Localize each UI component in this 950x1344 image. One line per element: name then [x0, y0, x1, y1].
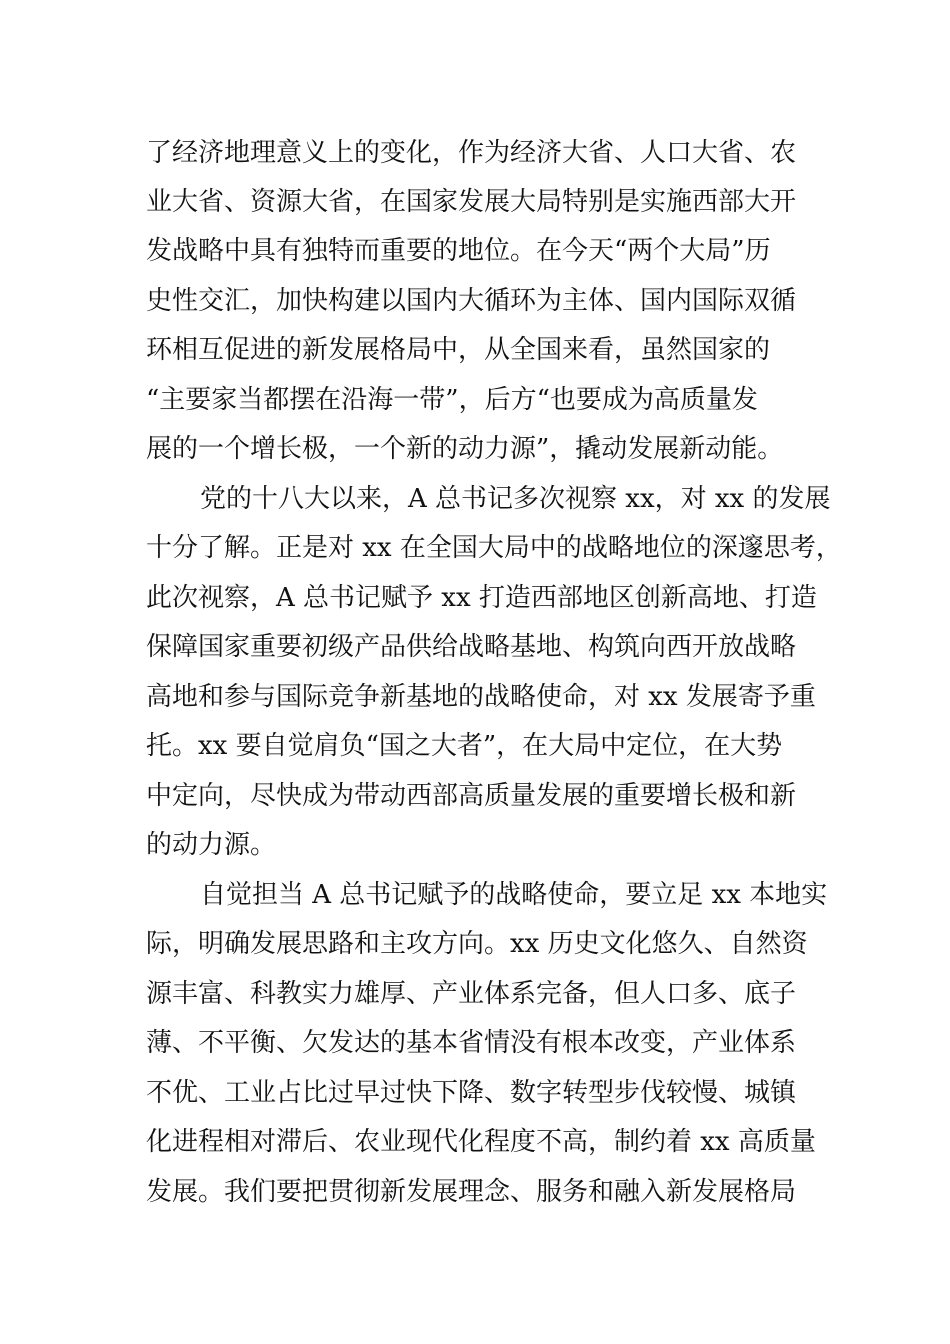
text-line: 展的一个增长极，一个新的动力源”，撬动发展新动能。	[146, 434, 784, 464]
text-line: 化进程相对滞后、农业现代化程度不高，制约着 xx 高质量	[146, 1127, 816, 1157]
text-line: 际，明确发展思路和主攻方向。xx 历史文化悠久、自然资	[146, 929, 808, 959]
text-line: 源丰富、科教实力雄厚、产业体系完备，但人口多、底子	[146, 979, 797, 1009]
text-line: 史性交汇，加快构建以国内大循环为主体、国内国际双循	[146, 286, 797, 316]
text-line: 党的十八大以来，A 总书记多次视察 xx，对 xx 的发展	[200, 484, 831, 514]
text-line: “主要家当都摆在沿海一带”，后方“也要成为高质量发	[146, 385, 758, 415]
text-line: 保障国家重要初级产品供给战略基地、构筑向西开放战略	[146, 632, 797, 662]
text-line: 的动力源。	[146, 830, 277, 860]
text-line: 环相互促进的新发展格局中，从全国来看，虽然国家的	[146, 335, 771, 365]
text-line: 发战略中具有独特而重要的地位。在今天“两个大局”历	[146, 236, 771, 266]
text-line: 自觉担当 A 总书记赋予的战略使命，要立足 xx 本地实	[200, 880, 828, 910]
text-line: 不优、工业占比过早过快下降、数字转型步伐较慢、城镇	[146, 1078, 797, 1108]
text-line: 高地和参与国际竞争新基地的战略使命，对 xx 发展寄予重	[146, 682, 816, 712]
text-line: 薄、不平衡、欠发达的基本省情没有根本改变，产业体系	[146, 1028, 797, 1058]
text-line: 了经济地理意义上的变化，作为经济大省、人口大省、农	[146, 138, 797, 168]
text-line: 业大省、资源大省，在国家发展大局特别是实施西部大开	[146, 187, 797, 217]
text-line: 托。xx 要自觉肩负“国之大者”，在大局中定位，在大势	[146, 731, 783, 761]
text-line: 十分了解。正是对 xx 在全国大局中的战略地位的深邃思考，	[146, 533, 842, 563]
text-line: 发展。我们要把贯彻新发展理念、服务和融入新发展格局	[146, 1177, 797, 1207]
text-line: 中定向，尽快成为带动西部高质量发展的重要增长极和新	[146, 781, 797, 811]
text-line: 此次视察，A 总书记赋予 xx 打造西部地区创新高地、打造	[146, 583, 817, 613]
